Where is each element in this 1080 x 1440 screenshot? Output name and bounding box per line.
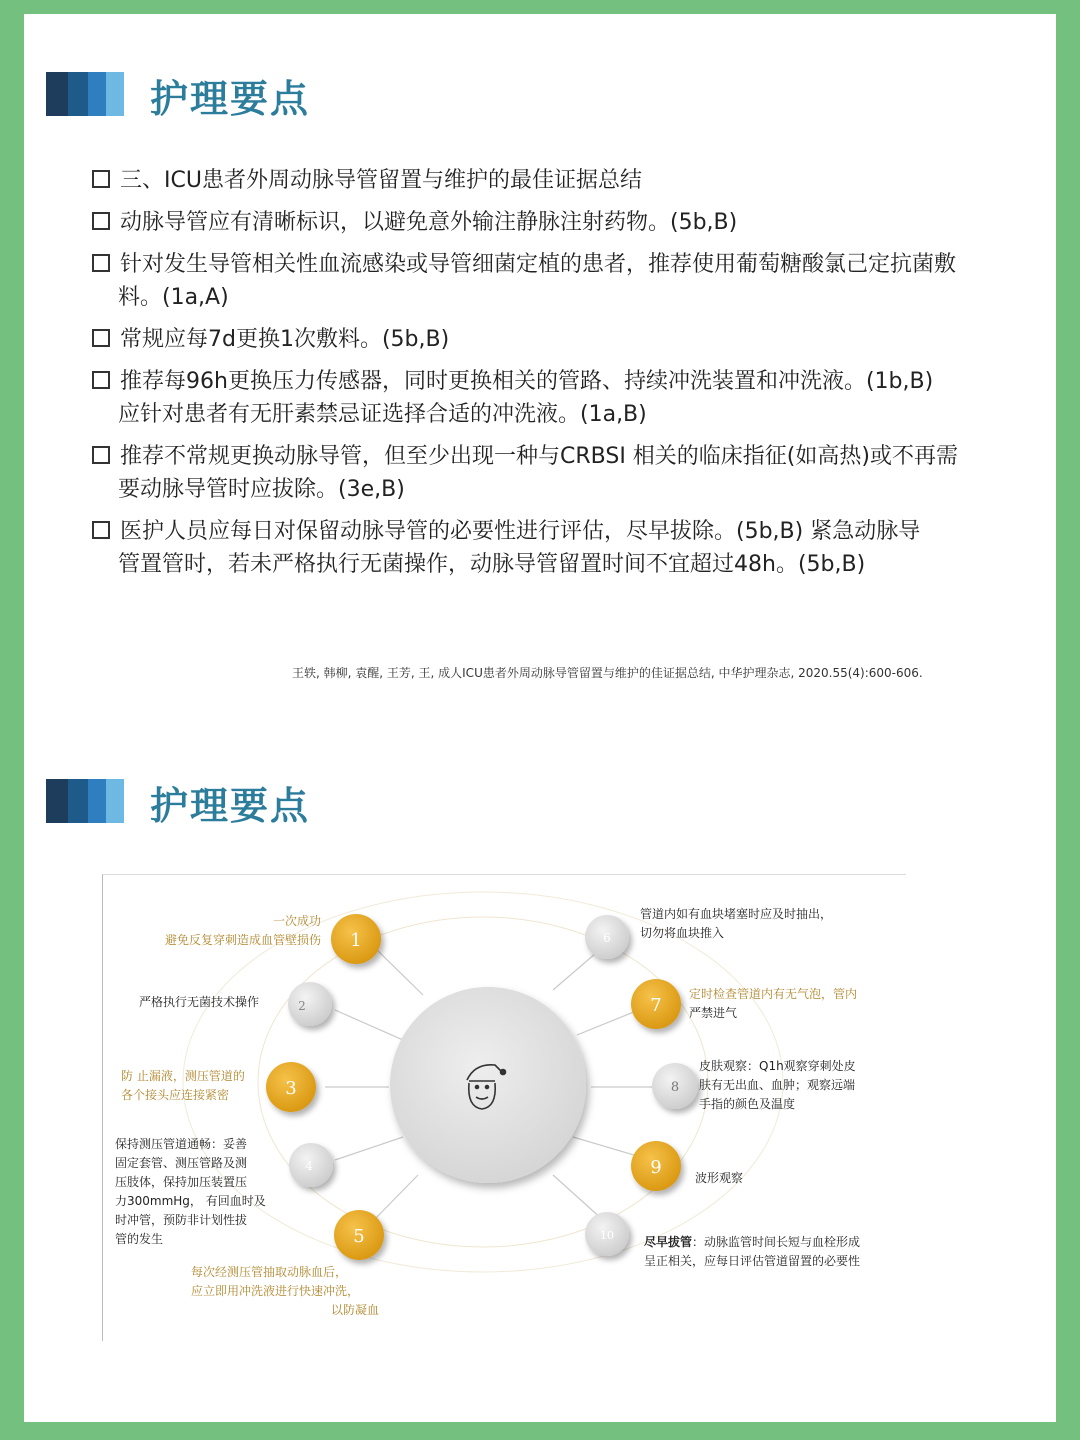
svg-text:2: 2	[298, 999, 306, 1013]
node-7	[631, 979, 681, 1029]
svg-text:5: 5	[353, 1226, 365, 1247]
page	[24, 14, 1056, 1422]
node-5	[334, 1210, 384, 1260]
list-item: 推荐不常规更换动脉导管，但至少出现一种与CRBSI 相关的临床指征(如高热)或不再需 要动脉导管时应拔除。(3e,B)	[92, 440, 992, 506]
node-6-text: 管道内如有血块堵塞时应及时抽出， 切勿将血块推入	[640, 907, 833, 940]
node-4	[289, 1143, 333, 1187]
list-item: 常规应每7d更换1次敷料。(5b,B)	[92, 323, 992, 356]
node-3-text: 防 止漏液，测压管道的 各个接头应连接紧密	[121, 1069, 245, 1102]
node-5-text: 每次经测压管抽取动脉血后， 应立即用冲洗液进行快速冲洗， 以防凝血	[191, 1265, 379, 1317]
node-9-text: 波形观察	[695, 1171, 744, 1185]
svg-text:9: 9	[650, 1157, 662, 1178]
node-10	[585, 1212, 629, 1256]
header-blocks-decoration	[46, 72, 124, 116]
citation: 王轶, 韩柳, 袁醒, 王芳, 王, 成人ICU患者外周动脉导管留置与维护的佳证据总结, 中华护理杂志, 2020.55(4):600-606.	[292, 666, 923, 680]
node-8	[652, 1063, 698, 1109]
evidence-list	[92, 164, 992, 590]
node-7-text: 定时检查管道内有无气泡，管内 严禁进气	[689, 987, 858, 1020]
checkbox-icon	[92, 446, 110, 464]
checkbox-icon	[92, 254, 110, 272]
node-6	[585, 915, 629, 959]
section2-title: 护理要点	[150, 784, 311, 828]
node-1	[331, 914, 381, 964]
checkbox-icon	[92, 212, 110, 230]
node-2	[288, 982, 332, 1026]
svg-text:6: 6	[603, 931, 611, 945]
svg-text:4: 4	[305, 1159, 313, 1173]
node-10-text: 尽早拔管：动脉监管时间长短与血栓形成 呈正相关，应每日评估管道留置的必要性	[644, 1235, 861, 1268]
checkbox-icon	[92, 521, 110, 539]
node-3	[266, 1062, 316, 1112]
node-1-text: 一次成功 避免反复穿刺造成血管壁损伤	[164, 914, 321, 947]
list-item: 三、ICU患者外周动脉导管留置与维护的最佳证据总结	[92, 164, 992, 197]
checkbox-icon	[92, 170, 110, 188]
checkbox-icon	[92, 371, 110, 389]
node-4-text: 保持测压管道通畅：妥善 固定套管、测压管路及测 压肢体，保持加压装置压 力300mmHg， 有回血时及 时冲管，预防非计划性拔 管的发生	[115, 1137, 266, 1246]
svg-text:3: 3	[285, 1078, 297, 1099]
svg-text:8: 8	[670, 1080, 680, 1095]
section1-title: 护理要点	[150, 77, 311, 121]
svg-text:10: 10	[600, 1229, 614, 1242]
list-item: 医护人员应每日对保留动脉导管的必要性进行评估，尽早拔除。(5b,B) 紧急动脉导 管置管时，若未严格执行无菌操作，动脉导管留置时间不宜超过48h。(5b,B)	[92, 515, 992, 581]
list-item: 针对发生导管相关性血流感染或导管细菌定植的患者，推荐使用葡萄糖酸氯己定抗菌敷 料。(1a,A)	[92, 248, 992, 314]
svg-text:7: 7	[650, 995, 662, 1016]
node-9	[631, 1141, 681, 1191]
node-8-text: 皮肤观察：Q1h观察穿刺处皮 肤有无出血、血肿；观察远端 手指的颜色及温度	[699, 1059, 856, 1111]
list-item: 推荐每96h更换压力传感器，同时更换相关的管路、持续冲洗装置和冲洗液。(1b,B) 应针对患者有无肝素禁忌证选择合适的冲洗液。(1a,B)	[92, 365, 992, 431]
header-blocks-decoration	[46, 779, 124, 823]
nursing-points-diagram	[102, 874, 906, 1341]
checkbox-icon	[92, 329, 110, 347]
list-item: 动脉导管应有清晰标识，以避免意外输注静脉注射药物。(5b,B)	[92, 206, 992, 239]
node-2-text: 严格执行无菌技术操作	[139, 995, 260, 1009]
svg-text:1: 1	[350, 930, 362, 951]
